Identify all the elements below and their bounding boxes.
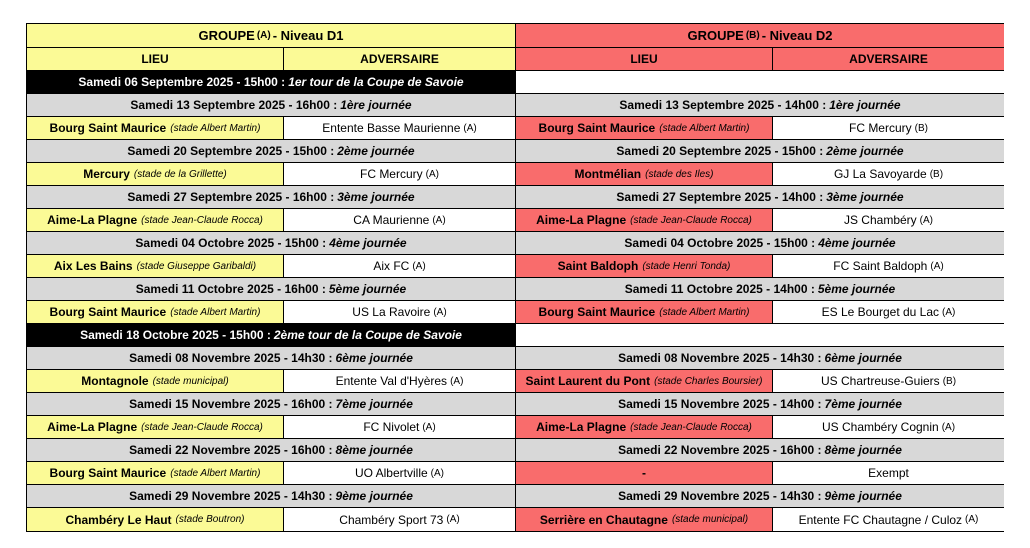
venue-name: Saint Baldoph [557, 259, 639, 273]
matchday-date: Samedi 04 Octobre 2025 - 15h00 : [624, 236, 816, 250]
matchday-cell [516, 347, 1004, 370]
group-b-title [516, 24, 1004, 48]
stadium-name: (stade Jean-Claude Rocca) [141, 421, 263, 433]
schedule-row [27, 255, 1003, 278]
matchday-cell [27, 94, 515, 117]
schedule-row [27, 347, 1003, 370]
stadium-name: (stade Albert Martin) [659, 306, 750, 318]
group-a-half [27, 163, 516, 186]
stadium-name: (stade Albert Martin) [170, 306, 261, 318]
opponent-name: Chambéry Sport 73 [339, 512, 444, 527]
venue-cell [516, 508, 773, 531]
group-a-col-adversaire: ADVERSAIRE [284, 48, 515, 71]
cup-round-cell [27, 71, 515, 94]
matchday-label: 2ème journée [826, 144, 904, 158]
venue-name: Serrière en Chautagne [539, 512, 668, 527]
matchday-cell [27, 232, 515, 255]
matchday-date: Samedi 27 Septembre 2025 - 14h00 : [616, 190, 824, 204]
matchday-date: Samedi 29 Novembre 2025 - 14h30 : [129, 489, 333, 503]
opponent-group: (A) [446, 514, 460, 525]
group-b-half [516, 117, 1004, 140]
venue-name: Mercury [83, 167, 130, 181]
opponent-name: Entente Basse Maurienne [322, 121, 461, 135]
group-b-col-lieu: LIEU [516, 48, 773, 71]
venue-cell [516, 255, 773, 278]
venue-name: Montagnole [81, 374, 149, 388]
stadium-name: (stade Jean-Claude Rocca) [630, 214, 752, 226]
group-b-half [516, 71, 1004, 94]
matchday-label: 7ème journée [824, 397, 902, 411]
schedule-row [27, 370, 1003, 393]
opponent-name: ES Le Bourget du Lac [821, 305, 940, 319]
opponent-name: FC Mercury [848, 121, 912, 135]
schedule-row [27, 416, 1003, 439]
opponent-cell [284, 163, 515, 186]
venue-cell [27, 370, 284, 393]
group-a-level: - Niveau D1 [272, 28, 344, 43]
opponent-cell [284, 301, 515, 324]
venue-name: Bourg Saint Maurice [538, 305, 656, 319]
group-a-half [27, 462, 516, 485]
matchday-date: Samedi 20 Septembre 2025 - 15h00 : [127, 144, 335, 158]
opponent-name: US Chambéry Cognin [821, 420, 939, 434]
group-a-title [27, 24, 515, 48]
stadium-name: (stade Henri Tonda) [642, 260, 731, 272]
schedule-row [27, 140, 1003, 163]
stadium-name: (stade Albert Martin) [659, 122, 750, 134]
matchday-date: Samedi 27 Septembre 2025 - 16h00 : [127, 190, 335, 204]
matchday-label: 9ème journée [335, 489, 413, 503]
opponent-cell [773, 301, 1004, 324]
stadium-name: (stade Boutron) [175, 514, 245, 525]
group-b-half [516, 439, 1004, 462]
venue-name: Bourg Saint Maurice [49, 121, 167, 135]
venue-cell [27, 209, 284, 232]
opponent-name: CA Maurienne [353, 213, 430, 227]
venue-name: Bourg Saint Maurice [49, 466, 167, 480]
opponent-cell [284, 462, 515, 485]
opponent-name: Exempt [868, 466, 909, 480]
stadium-name: (stade Jean-Claude Rocca) [630, 421, 752, 433]
venue-name: Montmélian [574, 167, 642, 181]
group-b-half [516, 370, 1004, 393]
group-b-col-adversaire: ADVERSAIRE [773, 48, 1004, 71]
venue-cell [516, 209, 773, 232]
stadium-name: (stade Charles Boursier) [654, 375, 763, 387]
matchday-date: Samedi 22 Novembre 2025 - 16h00 : [618, 443, 822, 457]
schedule-row [27, 324, 1003, 347]
venue-cell [27, 301, 284, 324]
group-title-row [27, 24, 1003, 48]
matchday-label: 1ère journée [829, 98, 901, 112]
opponent-name: Entente FC Chautagne / Culoz [798, 512, 963, 527]
cup-date: Samedi 18 Octobre 2025 - 15h00 : [80, 328, 271, 342]
schedule-row [27, 94, 1003, 117]
matchday-cell [516, 94, 1004, 117]
matchday-cell [516, 140, 1004, 163]
venue-name: Aime-La Plagne [47, 420, 138, 434]
venue-name: - [642, 466, 646, 480]
group-a-half [27, 508, 516, 531]
group-a-half [27, 232, 516, 255]
venue-name: Chambéry Le Haut [65, 512, 172, 527]
matchday-date: Samedi 08 Novembre 2025 - 14h30 : [618, 351, 822, 365]
venue-name: Aime-La Plagne [47, 213, 138, 227]
cup-label: 1er tour de la Coupe de Savoie [288, 75, 464, 89]
matchday-cell [516, 186, 1004, 209]
matchday-label: 3ème journée [337, 190, 415, 204]
matchday-label: 4ème journée [818, 236, 896, 250]
opponent-group: (A) [425, 168, 439, 180]
matchday-cell [516, 439, 1004, 462]
group-b-half [516, 416, 1004, 439]
group-b-half [516, 347, 1004, 370]
matchday-cell [27, 140, 515, 163]
group-b-half [516, 462, 1004, 485]
group-b-half [516, 163, 1004, 186]
opponent-cell [773, 163, 1004, 186]
group-a-half [27, 324, 516, 347]
matchday-label: 6ème journée [824, 351, 902, 365]
opponent-name: FC Mercury [359, 167, 423, 181]
cup-date: Samedi 06 Septembre 2025 - 15h00 : [78, 75, 286, 89]
venue-cell [27, 416, 284, 439]
empty-cell [516, 324, 1004, 347]
opponent-group: (B) [914, 122, 928, 134]
opponent-group: (A) [919, 214, 934, 226]
group-b-title-text: GROUPE [687, 28, 744, 43]
matchday-cell [516, 485, 1004, 508]
opponent-group: (A) [942, 306, 956, 318]
matchday-label: 1ère journée [340, 98, 412, 112]
group-a-half [27, 393, 516, 416]
group-a-half [27, 278, 516, 301]
opponent-cell [773, 508, 1004, 531]
venue-cell [516, 462, 773, 485]
matchday-label: 8ème journée [824, 443, 902, 457]
column-header-row [27, 48, 1003, 71]
group-a-half [27, 255, 516, 278]
opponent-group: (B) [929, 168, 944, 180]
venue-cell [27, 117, 284, 140]
matchday-cell [27, 485, 515, 508]
opponent-name: JS Chambéry [843, 213, 917, 227]
schedule-row [27, 462, 1003, 485]
group-b-half [516, 186, 1004, 209]
matchday-label: 3ème journée [826, 190, 904, 204]
matchday-date: Samedi 29 Novembre 2025 - 14h30 : [618, 489, 822, 503]
opponent-group: (A) [430, 467, 445, 479]
opponent-name: GJ La Savoyarde [833, 167, 927, 181]
venue-name: Aime-La Plagne [536, 213, 627, 227]
matchday-cell [516, 232, 1004, 255]
matchday-label: 5ème journée [328, 282, 407, 296]
group-a-col-lieu: LIEU [27, 48, 284, 71]
schedule-row [27, 485, 1003, 508]
opponent-group: (A) [432, 214, 446, 226]
venue-cell [516, 301, 773, 324]
matchday-date: Samedi 08 Novembre 2025 - 14h30 : [129, 351, 333, 365]
opponent-group: (A) [930, 260, 944, 272]
opponent-group: (A) [450, 375, 464, 387]
schedule-row [27, 186, 1003, 209]
opponent-group: (A) [433, 306, 447, 318]
schedule-row [27, 117, 1003, 140]
group-a-half [27, 347, 516, 370]
matchday-date: Samedi 13 Septembre 2025 - 14h00 : [619, 98, 827, 112]
group-a-half [27, 416, 516, 439]
venue-cell [516, 416, 773, 439]
matchday-cell [27, 393, 515, 416]
opponent-name: US La Ravoire [352, 305, 431, 319]
matchday-cell [27, 186, 515, 209]
schedule-row [27, 439, 1003, 462]
stadium-name: (stade de la Grillette) [133, 168, 227, 180]
group-a-half [27, 209, 516, 232]
matchday-date: Samedi 22 Novembre 2025 - 16h00 : [129, 443, 333, 457]
group-a-half [27, 140, 516, 163]
opponent-cell [284, 508, 515, 531]
matchday-label: 7ème journée [335, 397, 413, 411]
opponent-name: Entente Val d'Hyères [335, 374, 448, 388]
matchday-label: 2ème journée [337, 144, 415, 158]
opponent-cell [773, 117, 1004, 140]
opponent-cell [284, 370, 515, 393]
stadium-name: (stade des Iles) [645, 168, 714, 180]
opponent-group: (B) [942, 375, 957, 387]
schedule-row [27, 393, 1003, 416]
opponent-cell [773, 416, 1004, 439]
group-b-half [516, 324, 1004, 347]
matchday-cell [27, 278, 515, 301]
venue-name: Bourg Saint Maurice [538, 121, 656, 135]
stadium-name: (stade Albert Martin) [170, 467, 261, 479]
matchday-date: Samedi 11 Octobre 2025 - 16h00 : [135, 282, 326, 296]
group-b-half [516, 278, 1004, 301]
opponent-cell [284, 416, 515, 439]
opponent-group: (A) [412, 260, 426, 272]
venue-cell [516, 370, 773, 393]
group-a-half [27, 71, 516, 94]
stadium-name: (stade municipal) [671, 514, 749, 525]
group-a-half [27, 94, 516, 117]
matchday-label: 6ème journée [335, 351, 413, 365]
group-a-half [27, 485, 516, 508]
stadium-name: (stade municipal) [152, 375, 229, 387]
group-b-code: (B) [745, 30, 760, 41]
matchday-label: 5ème journée [817, 282, 896, 296]
schedule-row [27, 301, 1003, 324]
opponent-cell [773, 370, 1004, 393]
group-b-half [516, 393, 1004, 416]
schedule-row [27, 163, 1003, 186]
matchday-date: Samedi 15 Novembre 2025 - 14h00 : [618, 397, 822, 411]
stadium-name: (stade Jean-Claude Rocca) [141, 214, 263, 226]
matchday-label: 4ème journée [329, 236, 407, 250]
group-a-half [27, 301, 516, 324]
group-b-level: - Niveau D2 [761, 28, 833, 43]
group-b-half [516, 485, 1004, 508]
opponent-cell [284, 255, 515, 278]
opponent-name: FC Nivolet [363, 420, 420, 434]
venue-cell [27, 508, 284, 531]
group-a-code: (A) [256, 30, 271, 41]
matchday-cell [27, 347, 515, 370]
venue-cell [27, 462, 284, 485]
schedule-table [26, 23, 1004, 532]
matchday-label: 8ème journée [335, 443, 413, 457]
venue-cell [27, 163, 284, 186]
matchday-date: Samedi 20 Septembre 2025 - 15h00 : [616, 144, 824, 158]
stadium-name: (stade Giuseppe Garibaldi) [136, 260, 257, 272]
group-a-title-text: GROUPE [198, 28, 255, 43]
venue-cell [27, 255, 284, 278]
group-b-half [516, 209, 1004, 232]
group-a-half [27, 117, 516, 140]
group-a-half [27, 439, 516, 462]
opponent-group: (A) [965, 514, 979, 525]
stadium-name: (stade Albert Martin) [170, 122, 261, 134]
matchday-date: Samedi 04 Octobre 2025 - 15h00 : [135, 236, 327, 250]
opponent-name: UO Albertville [354, 466, 428, 480]
schedule-row [27, 71, 1003, 94]
opponent-cell [284, 209, 515, 232]
group-b-half [516, 140, 1004, 163]
opponent-group: (A) [422, 421, 436, 433]
opponent-cell [773, 462, 1004, 485]
group-b-half [516, 255, 1004, 278]
opponent-name: FC Saint Baldoph [833, 259, 928, 273]
matchday-cell [27, 439, 515, 462]
opponent-cell [773, 255, 1004, 278]
matchday-cell [516, 393, 1004, 416]
schedule-row [27, 209, 1003, 232]
matchday-date: Samedi 11 Octobre 2025 - 14h00 : [624, 282, 815, 296]
schedule-row [27, 232, 1003, 255]
opponent-cell [773, 209, 1004, 232]
venue-name: Aime-La Plagne [536, 420, 627, 434]
venue-cell [516, 117, 773, 140]
matchday-date: Samedi 13 Septembre 2025 - 16h00 : [130, 98, 338, 112]
matchday-label: 9ème journée [824, 489, 902, 503]
venue-name: Saint Laurent du Pont [525, 374, 651, 388]
cup-round-cell [27, 324, 515, 347]
group-b-half [516, 508, 1004, 531]
matchday-date: Samedi 15 Novembre 2025 - 16h00 : [129, 397, 333, 411]
cup-label: 2ème tour de la Coupe de Savoie [273, 328, 462, 342]
group-b-half [516, 94, 1004, 117]
venue-name: Aix Les Bains [53, 259, 133, 273]
venue-name: Bourg Saint Maurice [49, 305, 167, 319]
group-a-half [27, 186, 516, 209]
venue-cell [516, 163, 773, 186]
opponent-name: Aix FC [373, 259, 410, 273]
schedule-row [27, 508, 1003, 531]
schedule-row [27, 278, 1003, 301]
opponent-group: (A) [463, 122, 477, 134]
opponent-name: US Chartreuse-Guiers [820, 374, 940, 388]
empty-cell [516, 71, 1004, 94]
group-a-half [27, 370, 516, 393]
group-b-half [516, 232, 1004, 255]
matchday-cell [516, 278, 1004, 301]
opponent-group: (A) [941, 421, 956, 433]
group-b-half [516, 301, 1004, 324]
opponent-cell [284, 117, 515, 140]
